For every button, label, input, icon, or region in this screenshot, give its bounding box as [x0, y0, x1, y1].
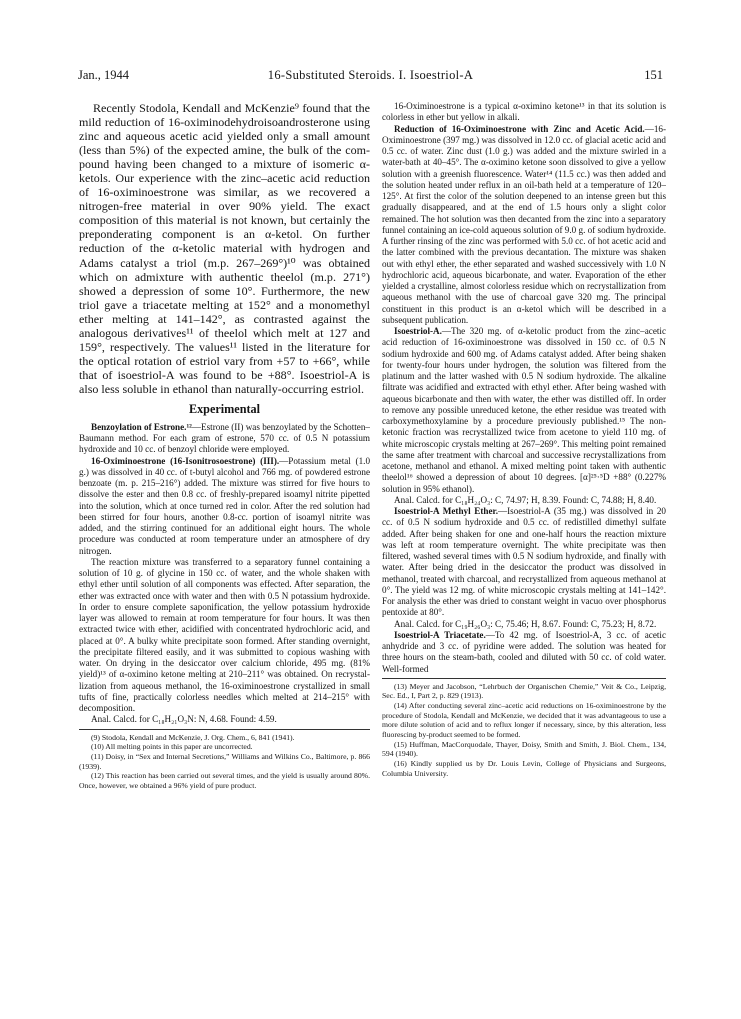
paragraph-heading: 16-Oximinoestrone (16-Isonitrosoestrone) (III).: [91, 455, 280, 466]
paragraph-methyl-ether: [382, 506, 666, 619]
paragraph-body: —Estrone (II) was benzoylated by the Schotten–Baumann method. For each gram of estrone, 570 cc. of 0.5 N potassium hydroxide and 10 cc. of benzoyl chloride were employed.: [79, 421, 370, 455]
footnote-13: (13) Meyer and Jacobson, “Lehrbuch der Organischen Chemie,” Veit & Co., Leipzig, Sec. Ed., I, Part 2, p. 829 (1913).: [382, 681, 666, 701]
paragraph-oximino-ketone: 16-Oximinoestrone is a typical α-oximino ketone¹³ in that its solution is colorless in ether but yellow in alkali.: [382, 101, 666, 123]
intro-paragraph: Recently Stodola, Kendall and McKenzie⁹ found that the mild reduction of 16-oximinodehydroisoandrosterone using zinc and aqueous acetic acid yielded only a small amount (less than 5%) of the expected amine, the bulk of the compound having been changed to a mixture of isomeric α-ketols. Our experience with the zinc–acetic acid reduction of 16-oximinoestrone was similar, as we recovered a nitrogen-free material in over 90% yield. The exact composition of this material is not known, but certainly the preponderating component is an α-ketol. On further reduction of the α-ketolic material with hydrogen and Adams catalyst a triol (m.p. 267–269°)¹⁰ was obtained which on admixture with authentic theelol (m.p. 271°) showed a depression of some 10°. Furthermore, the new triol gave a triacetate melting at 152° and a monomethyl ether melting at 141–142°, as contrasted against the analogous derivatives¹¹ of theelol which melt at 127 and 159°, respectively. The values¹¹ listed in the literature for the optical rotation of estriol vary from +57 to +66°, while that of isoestriol-A was found to be +88°. Isoestriol-A is also less soluble in ethanol than naturally-occurring estriol.: [79, 101, 370, 396]
paragraph-heading: Isoestriol-A.: [394, 326, 442, 336]
analysis-line: Anal. Calcd. for C₁₉H₂₆O₃: C, 75.46; H, 8.67. Found: C, 75.23; H, 8.72.: [394, 618, 657, 629]
footnote-rule: [382, 678, 666, 679]
running-header-date: Jan., 1944: [78, 68, 130, 82]
footnote-14: (14) After conducting several zinc–acetic acid reductions on 16-oximinoestrone by the procedure of Stodola, Kendall and McKenzie, we decided that it was advantageous to use a more dilute solution of acid and to reflux longer if necessary, since, by this alteration, less fluorescing by-product seemed to be formed.: [382, 701, 666, 740]
paragraph-body: —Potassium metal (1.0 g.) was dissolved in 40 cc. of t-butyl alcohol and 766 mg. of powdered estrone benzoate (m. p. 215–216°) added. The mixture was stirred for five hours to dissolve the ester and then 0.8 cc. of freshly-prepared isoamyl nitrite pipetted into the solution, which at once turned red in color. After the red solution had been stirred for four hours, another 0.8-cc. portion of isoamyl nitrite was added, and the stirring continued for an additional eight hours. The whole procedure was conducted at room temperature under an atmosphere of dry nitrogen.: [79, 455, 371, 556]
paragraph-benzoylation: [79, 422, 370, 456]
paragraph-zinc-reduction: [382, 124, 666, 327]
paragraph-workup: The reaction mixture was transferred to a separatory funnel containing a solution of 10 g. of glycine in 150 cc. of water, and the whole shaken with ethyl ether until solution of all components was effected. After separation, the ether was extracted once with water and then with 0.5 N potassium hydroxide. In order to ensure complete saponification, the yellow potassium hydroxide layer was allowed to remain at room temperature for four hours. It was then extracted twice with ether, acidified with concentrated hydrochloric acid, and placed at 0°. A bulky white precipitate soon formed. After standing overnight, the precipitate filtered easily, and it was submitted to copious washing with water. On drying in the desiccator over calcium chloride, 495 mg. (81% yield)¹³ of α-oximino ketone melting at 210–211° was obtained. On recrystallization from aqueous methanol, the 16-oximinoestrone crystallized in small tufts of fine, practically colorless needles which melted at 214–215° with decomposition.: [79, 556, 370, 714]
footnote-11: (11) Doisy, in “Sex and Internal Secretions,” Williams and Wilkins Co., Baltimore, p. 866 (1939).: [79, 752, 370, 771]
footnote-rule: [79, 729, 370, 730]
left-column: [79, 101, 370, 791]
paragraph-oximinoestrone: [79, 456, 370, 557]
paragraph-triacetate: [382, 630, 666, 675]
paragraph-body: —The 320 mg. of α-ketolic product from the zinc–acetic acid reduction of 16-oximinoestrone was dissolved in 150 cc. of 0.5 N sodium hydroxide and 600 mg. of Adams catalyst added. After being shaken for twenty-four hours under hydrogen, the solution was filtered from the platinum and the latter washed with 0.5 N sodium hydroxide. The alkaline filtrate was acidified and extracted with ethyl ether. After being washed with aqueous bicarbonate and then with water, the ether was distilled off. In order to remove any possible unreduced ketone, the ether residue was treated with carboxymethoxylamine by a procedure previously published.¹⁵ The non-ketonic fraction was recrystallized twice from acetone to yield 110 mg. of white microscopic crystals melting at 267–269°. This melting point remained the same after treatment with charcoal and successive recrystallizations from acetone, methanol and ethanol. A mixed melting point taken with authentic theelol¹⁶ showed a depression of about 10 degrees. [α]²⁵·⁵D +88° (0.227% solution in 95% ethanol).: [382, 326, 666, 494]
page-number: 151: [644, 68, 663, 82]
analysis-line: Anal. Calcd. for C₁₈H₂₄O₃: C, 74.97; H, 8.39. Found: C, 74.88; H, 8.40.: [394, 494, 657, 505]
footnote-16: (16) Kindly supplied us by Dr. Louis Levin, College of Physicians and Surgeons, Columbia University.: [382, 759, 666, 778]
running-header-title: 16-Substituted Steroids. I. Isoestriol-A: [267, 68, 474, 82]
section-heading-experimental: Experimental: [188, 401, 261, 416]
footnote-10: (10) All melting points in this paper are uncorrected.: [91, 742, 253, 752]
right-column: [382, 101, 666, 778]
paragraph-body: —16-Oximinoestrone (397 mg.) was dissolved in 12.0 cc. of glacial acetic acid and 0.5 cc. of water. Zinc dust (1.0 g.) was added and the mixture swirled in a water-bath at 40–45°. The α-oximino ketone soon dissolved to give a yellow solution with a greenish fluorescence. Water¹⁴ (11.5 cc.) was then added and the solution heated under reflux in an oil-bath held at a temperature of 120–125°. At first the color of the solution deepened to an intense green but this gradually disappeared, and at the end of 1.5 hours only a slight color remained. The hot solution was then decanted from the zinc into a separatory funnel containing an ice-cold aqueous solution of 9.0 g. of sodium hydroxide. A further rinsing of the zinc was performed with 5.0 cc. of hot acetic acid and the latter combined with the previous decantation. The mixture was shaken out with ethyl ether, the ether separated and washed successively with 1.0 N hydrochloric acid, aqueous bicarbonate, and water. Evaporation of the ether yielded a crystalline, almost colorless residue which on recrystallization from aqueous methanol with the use of charcoal gave 320 mg. The principal constituent in this product is an α-ketol which will be described in a subsequent publication.: [382, 123, 666, 325]
analysis-line: Anal. Calcd. for C₁₈H₂₁O₃N: N, 4.68. Found: 4.59.: [91, 714, 277, 725]
paragraph-heading: Isoestriol-A Triacetate.: [394, 629, 486, 640]
paragraph-heading: Isoestriol-A Methyl Ether.: [394, 506, 498, 516]
paragraph-isoestriol-a: [382, 326, 666, 495]
footnote-12: (12) This reaction has been carried out several times, and the yield is usually around 80%. Once, however, we obtained a 96% yield of pure product.: [79, 771, 370, 791]
footnote-9: (9) Stodola, Kendall and McKenzie, J. Org. Chem., 6, 841 (1941).: [91, 732, 295, 742]
paragraph-heading: Reduction of 16-Oximinoestrone with Zinc and Acetic Acid.: [394, 123, 645, 134]
paragraph-body: —To 42 mg. of Isoestriol-A, 3 cc. of acetic anhydride and 3 cc. of pyridine were added. The solution was heated for three hours on the steam-bath, cooled and diluted with 50 cc. of cold water. Well-formed: [382, 629, 666, 674]
paragraph-heading: Benzoylation of Estrone.¹²: [91, 421, 192, 432]
paragraph-body: —Isoestriol-A (35 mg.) was dissolved in 20 cc. of 0.5 N sodium hydroxide and 0.5 cc. of redistilled dimethyl sulfate added. After being shaken for one and one-half hours the reaction mixture was left at room temperature overnight. The white precipitate was then filtered, washed several times with 0.5 N sodium hydroxide, and finally with water. After being dried in the desiccator the product was dissolved in methanol, treated with charcoal, and recrystallized from aqueous methanol at 0°. The yield was 12 mg. of white microscopic crystals melting at 141–142°. For analysis the ether was dried to constant weight in vacuo over phosphorus pentoxide at 80°.: [382, 506, 666, 618]
footnote-15: (15) Huffman, MacCorquodale, Thayer, Doisy, Smith and Smith, J. Biol. Chem., 134, 594 (1940).: [382, 739, 666, 759]
